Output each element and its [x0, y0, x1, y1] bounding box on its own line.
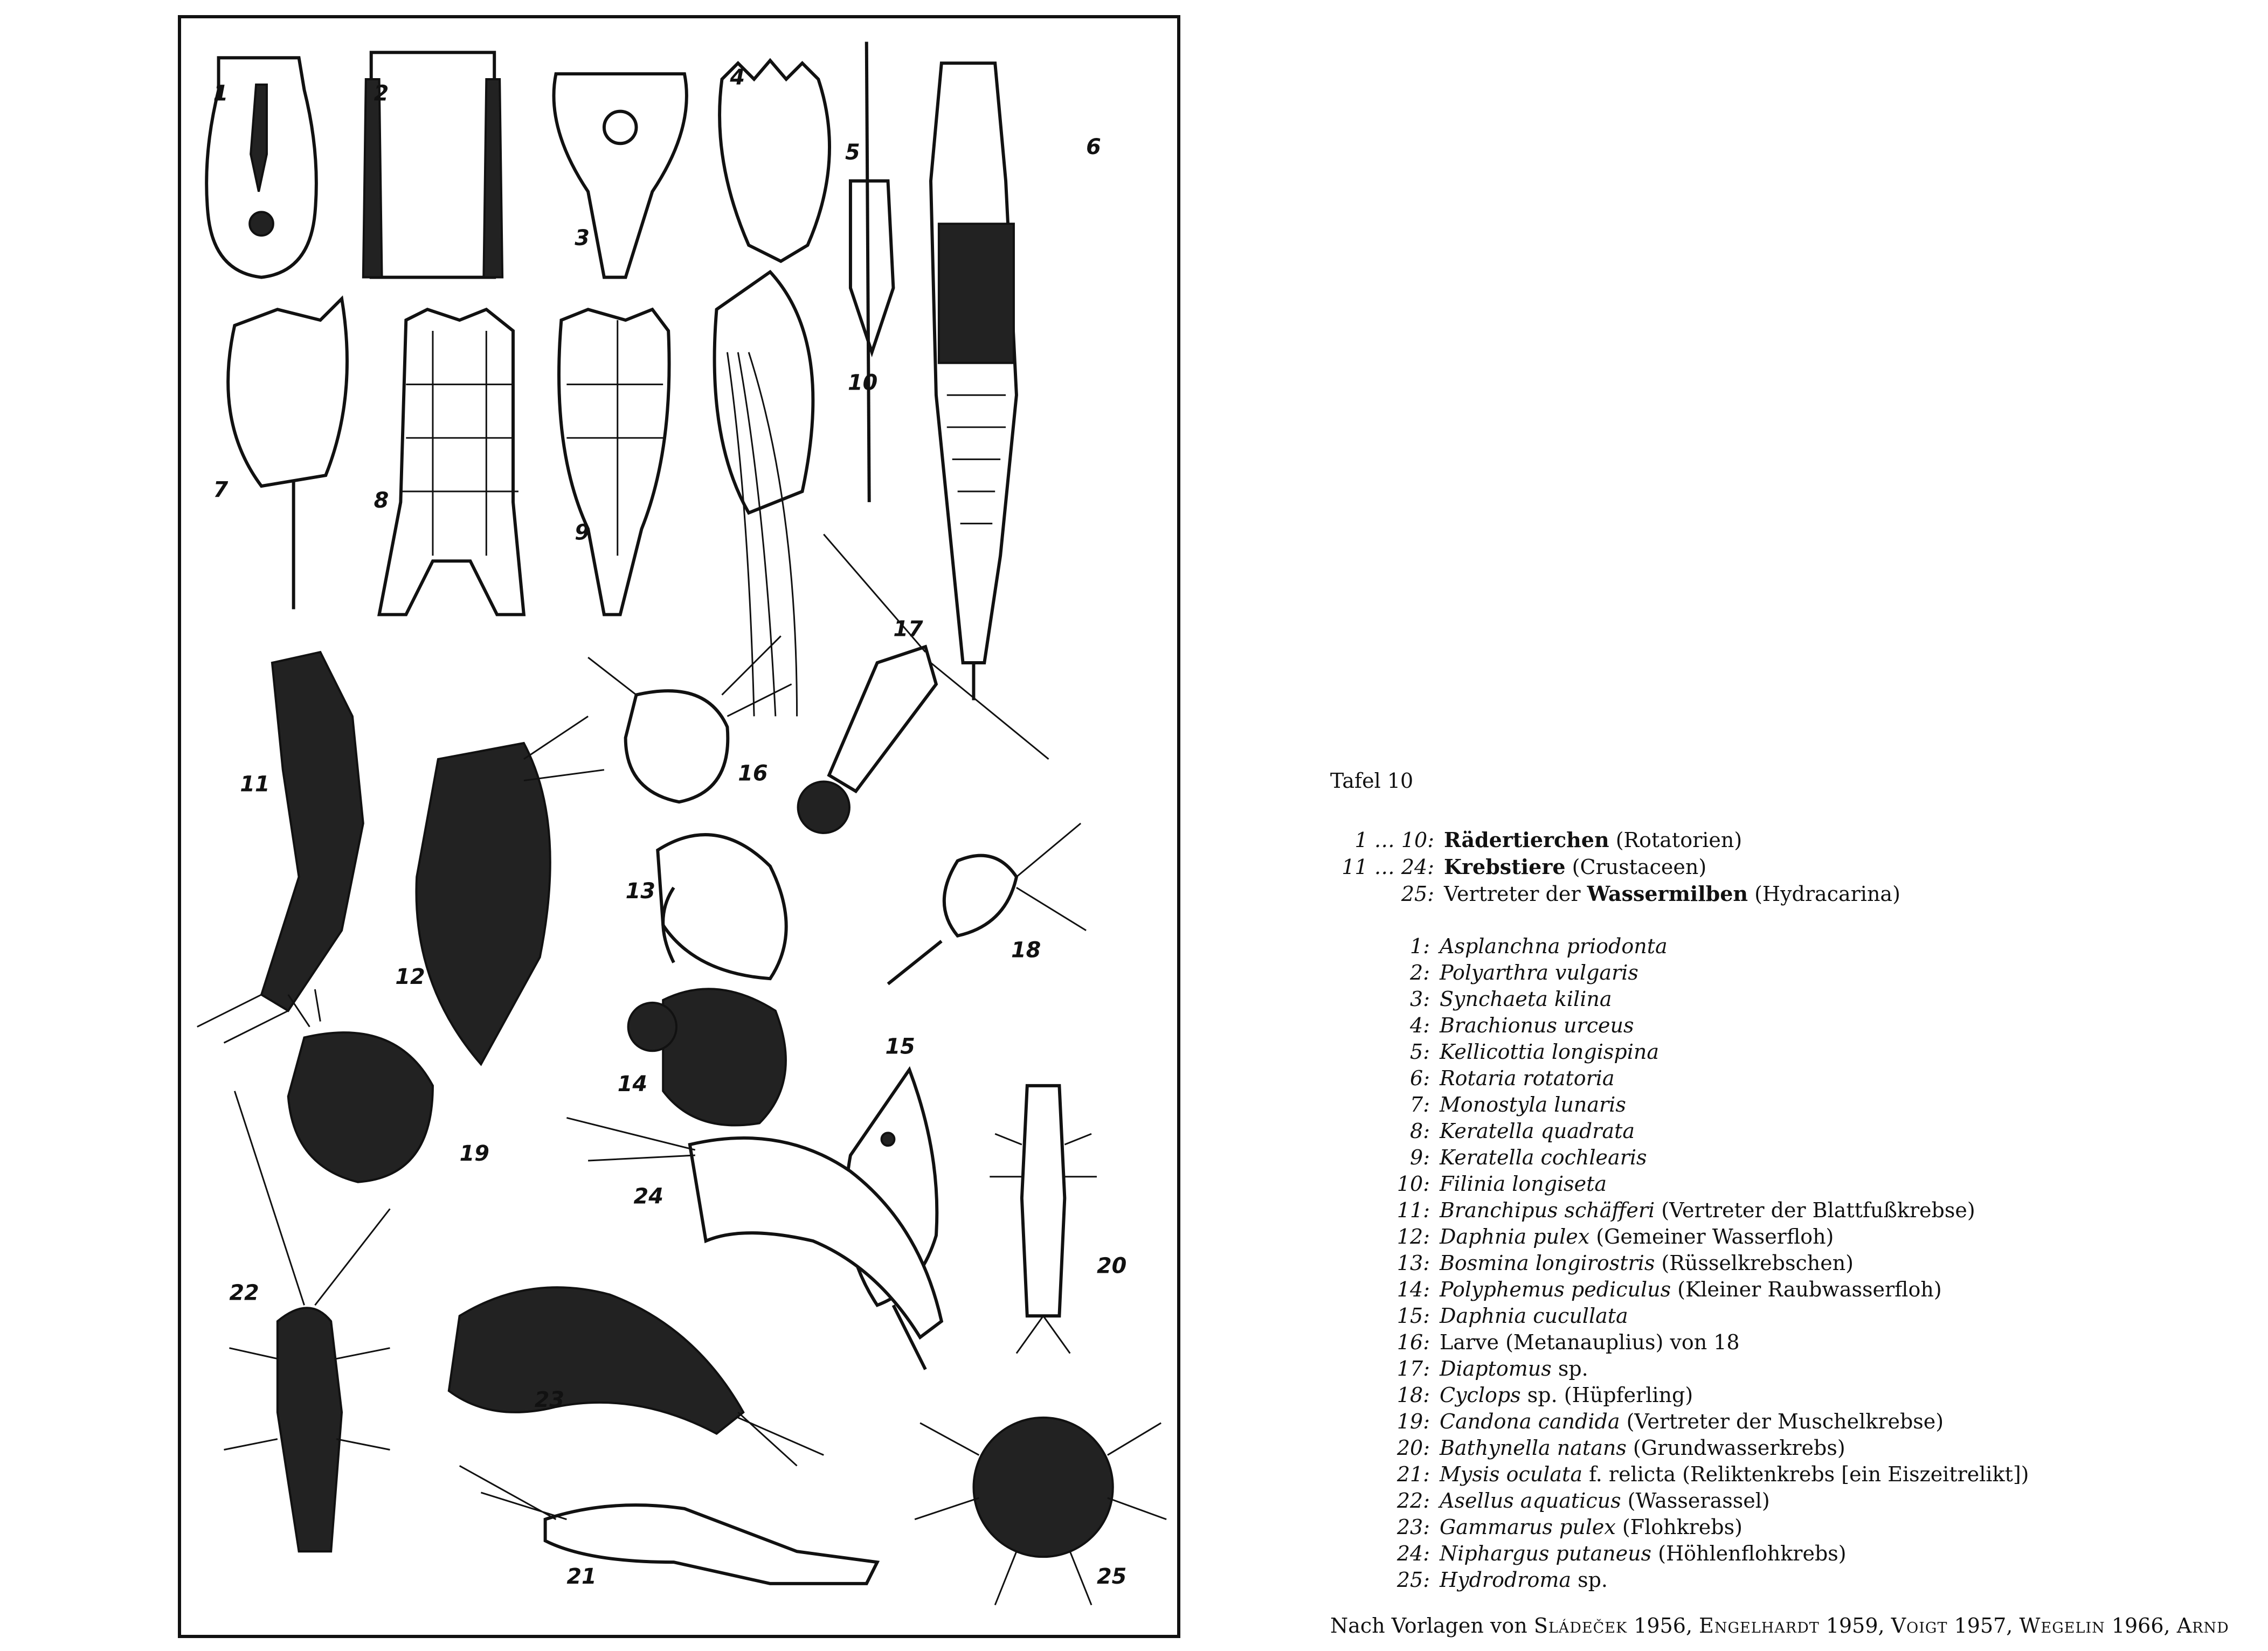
source-author: Engelhardt [1699, 1614, 1820, 1638]
species-note: (Vertreter der Blattfußkrebse) [1655, 1198, 1975, 1222]
species-name: Bathynella natans [1440, 1436, 1627, 1460]
figure-number-10: 10 [847, 370, 878, 396]
species-row [1330, 1303, 2263, 1329]
species-number: 20: [1396, 1436, 1430, 1460]
group-prefix: Vertreter der [1444, 882, 1587, 906]
species-row [1330, 1541, 2263, 1567]
species-name: Gammarus pulex [1440, 1515, 1616, 1539]
group-note: (Rotatorien) [1609, 828, 1743, 852]
group-row [1334, 880, 2263, 907]
species-note: Larve (Metanauplius) von 18 [1440, 1330, 1740, 1354]
group-range: 11 … 24: [1342, 855, 1434, 879]
species-number: 13: [1396, 1251, 1430, 1275]
species-name: Monostyla lunaris [1440, 1093, 1626, 1116]
species-number: 17: [1396, 1357, 1430, 1381]
organism-6 [931, 63, 1017, 700]
species-row [1330, 1250, 2263, 1277]
source-prefix: Nach Vorlagen von [1330, 1614, 1534, 1638]
group-note: (Crustaceen) [1565, 855, 1707, 879]
species-name: Polyphemus pediculus [1440, 1278, 1671, 1301]
figure-number-7: 7 [213, 477, 229, 502]
species-number: 3: [1410, 987, 1430, 1011]
species-row [1330, 1092, 2263, 1118]
species-number: 16: [1396, 1330, 1430, 1354]
species-number: 19: [1396, 1410, 1430, 1433]
group-name: Wassermilben [1587, 882, 1748, 906]
figure-number-4: 4 [730, 65, 745, 90]
species-name: Niphargus putaneus [1440, 1542, 1652, 1565]
species-row [1330, 1171, 2263, 1197]
figure-number-19: 19 [459, 1141, 489, 1166]
figure-number-18: 18 [1011, 938, 1041, 963]
species-name: Rotaria rotatoria [1440, 1066, 1615, 1090]
figure-plate [178, 15, 1180, 1638]
species-note: sp. (Hüpferling) [1520, 1383, 1693, 1407]
organism-18 [888, 823, 1086, 984]
organism-4 [720, 60, 829, 261]
species-number: 12: [1396, 1225, 1430, 1248]
species-number: 23: [1396, 1515, 1430, 1539]
species-note: (Vertreter der Muschelkrebse) [1620, 1410, 1944, 1433]
species-name: Synchaeta kilina [1440, 987, 1612, 1011]
species-row [1330, 1144, 2263, 1171]
species-number: 24: [1396, 1542, 1430, 1565]
species-number: 18: [1396, 1383, 1430, 1407]
species-number: 22: [1396, 1489, 1430, 1513]
species-name: Kellicottia longispina [1440, 1040, 1659, 1064]
species-name: Bosmina longirostris [1440, 1251, 1655, 1275]
species-row [1330, 1567, 2263, 1593]
organism-13 [658, 835, 786, 979]
organism-10 [715, 272, 813, 717]
source-note [1330, 1613, 2263, 1639]
figure-number-6: 6 [1086, 135, 1101, 160]
species-number: 11: [1396, 1198, 1430, 1222]
species-name: Keratella quadrata [1440, 1119, 1635, 1143]
species-name: Brachionus urceus [1440, 1014, 1634, 1037]
species-name: Diaptomus [1440, 1357, 1552, 1381]
figure-number-15: 15 [885, 1034, 915, 1059]
source-author: Arnd [2176, 1614, 2229, 1638]
legend [1330, 768, 2263, 1639]
species-row [1330, 1118, 2263, 1144]
species-row [1330, 1039, 2263, 1065]
organism-7 [228, 299, 347, 609]
group-range: 25: [1401, 882, 1434, 906]
group-list [1334, 827, 2263, 907]
organism-14 [628, 989, 786, 1125]
species-number: 7: [1410, 1093, 1430, 1116]
figure-number-14: 14 [617, 1071, 648, 1097]
source-year: 1956, [1627, 1614, 1699, 1638]
figure-number-1: 1 [213, 81, 229, 106]
species-name: Polyarthra vulgaris [1440, 961, 1638, 984]
organism-9 [559, 309, 669, 614]
species-row [1330, 1488, 2263, 1514]
organism-17 [798, 535, 1049, 833]
figure-number-23: 23 [534, 1388, 565, 1413]
group-row [1334, 854, 2263, 880]
figure-number-22: 22 [229, 1280, 259, 1306]
species-number: 25: [1396, 1568, 1430, 1592]
group-range: 1 … 10: [1354, 828, 1434, 852]
plate-title: Tafel 10 [1330, 769, 1414, 793]
species-row [1330, 1329, 2263, 1356]
species-list [1330, 933, 2263, 1593]
figure-number-25: 25 [1096, 1564, 1127, 1589]
species-note: sp. [1551, 1357, 1588, 1381]
species-number: 4: [1410, 1014, 1430, 1037]
organism-5 [847, 41, 893, 502]
species-number: 2: [1410, 961, 1430, 984]
figure-number-11: 11 [240, 772, 270, 797]
species-name: Keratella cochlearis [1440, 1146, 1647, 1169]
figure-number-9: 9 [575, 520, 590, 545]
source-author: Wegelin [2019, 1614, 2105, 1638]
organism-23 [449, 1287, 824, 1466]
species-row [1330, 1461, 2263, 1488]
species-row [1330, 1277, 2263, 1303]
figure-number-20: 20 [1096, 1253, 1127, 1279]
species-row [1330, 1065, 2263, 1092]
organism-3 [554, 74, 687, 278]
species-note: (Grundwasserkrebs) [1626, 1436, 1845, 1460]
species-row [1330, 1382, 2263, 1409]
species-number: 5: [1410, 1040, 1430, 1064]
species-name: Branchipus schäfferi [1440, 1198, 1655, 1222]
species-row [1330, 960, 2263, 986]
organism-19 [288, 989, 433, 1182]
species-row [1330, 986, 2263, 1012]
species-number: 8: [1410, 1119, 1430, 1143]
species-number: 15: [1396, 1304, 1430, 1328]
figure-number-2: 2 [374, 81, 389, 106]
source-author: Sládeček [1533, 1614, 1628, 1638]
species-note: (Gemeiner Wasserfloh) [1589, 1225, 1834, 1248]
group-note: (Hydracarina) [1748, 882, 1900, 906]
source-author: Voigt [1891, 1614, 1948, 1638]
source-year: 1959, [1819, 1614, 1891, 1638]
species-name: Daphnia cucullata [1440, 1304, 1628, 1328]
plate-illustration [181, 18, 1177, 1635]
species-row [1330, 1012, 2263, 1039]
figure-number-12: 12 [395, 965, 425, 990]
organism-12 [416, 716, 604, 1064]
species-name: Hydrodroma [1440, 1568, 1572, 1592]
group-name: Krebstiere [1444, 855, 1566, 879]
species-note: (Wasserassel) [1621, 1489, 1770, 1513]
species-name: Mysis oculata [1440, 1462, 1582, 1486]
species-name: Filinia longiseta [1440, 1172, 1607, 1196]
species-note: (Rüsselkrebschen) [1655, 1251, 1854, 1275]
species-number: 10: [1396, 1172, 1430, 1196]
species-row [1330, 1435, 2263, 1461]
species-note: (Flohkrebs) [1615, 1515, 1743, 1539]
figure-number-24: 24 [633, 1184, 663, 1209]
organism-20 [990, 1086, 1097, 1354]
species-name: Asellus aquaticus [1440, 1489, 1621, 1513]
species-number: 9: [1410, 1146, 1430, 1169]
organism-8 [379, 309, 524, 614]
species-row [1330, 1197, 2263, 1224]
figure-number-13: 13 [625, 879, 655, 904]
species-row [1330, 1409, 2263, 1435]
species-row [1330, 1224, 2263, 1250]
species-number: 6: [1410, 1066, 1430, 1090]
group-row [1334, 827, 2263, 854]
species-note: sp. [1571, 1568, 1608, 1592]
source-year: 1966, [2105, 1614, 2177, 1638]
species-note: (Kleiner Raubwasserfloh) [1671, 1278, 1942, 1301]
figure-number-21: 21 [566, 1564, 597, 1589]
species-row [1330, 1514, 2263, 1541]
group-name: Rädertierchen [1444, 828, 1609, 852]
figure-number-8: 8 [374, 488, 389, 513]
species-number: 14: [1396, 1278, 1430, 1301]
source-year: 1957, [1947, 1614, 2020, 1638]
species-name: Daphnia pulex [1440, 1225, 1590, 1248]
figure-number-5: 5 [845, 140, 860, 165]
organism-11 [197, 652, 363, 1043]
species-note: (Höhlenflohkrebs) [1651, 1542, 1847, 1565]
species-name: Cyclops [1440, 1383, 1521, 1407]
species-number: 21: [1396, 1462, 1430, 1486]
species-note: f. relicta (Reliktenkrebs [ein Eiszeitrelikt]) [1582, 1462, 2029, 1486]
organism-21 [460, 1466, 877, 1584]
species-name: Asplanchna priodonta [1440, 934, 1668, 958]
organism-25 [915, 1418, 1166, 1605]
figure-number-3: 3 [575, 226, 590, 251]
figure-number-17: 17 [893, 616, 923, 642]
figure-number-16: 16 [738, 761, 768, 786]
species-number: 1: [1410, 934, 1430, 958]
species-row [1330, 1356, 2263, 1382]
species-name: Candona candida [1440, 1410, 1620, 1433]
species-row [1330, 933, 2263, 960]
